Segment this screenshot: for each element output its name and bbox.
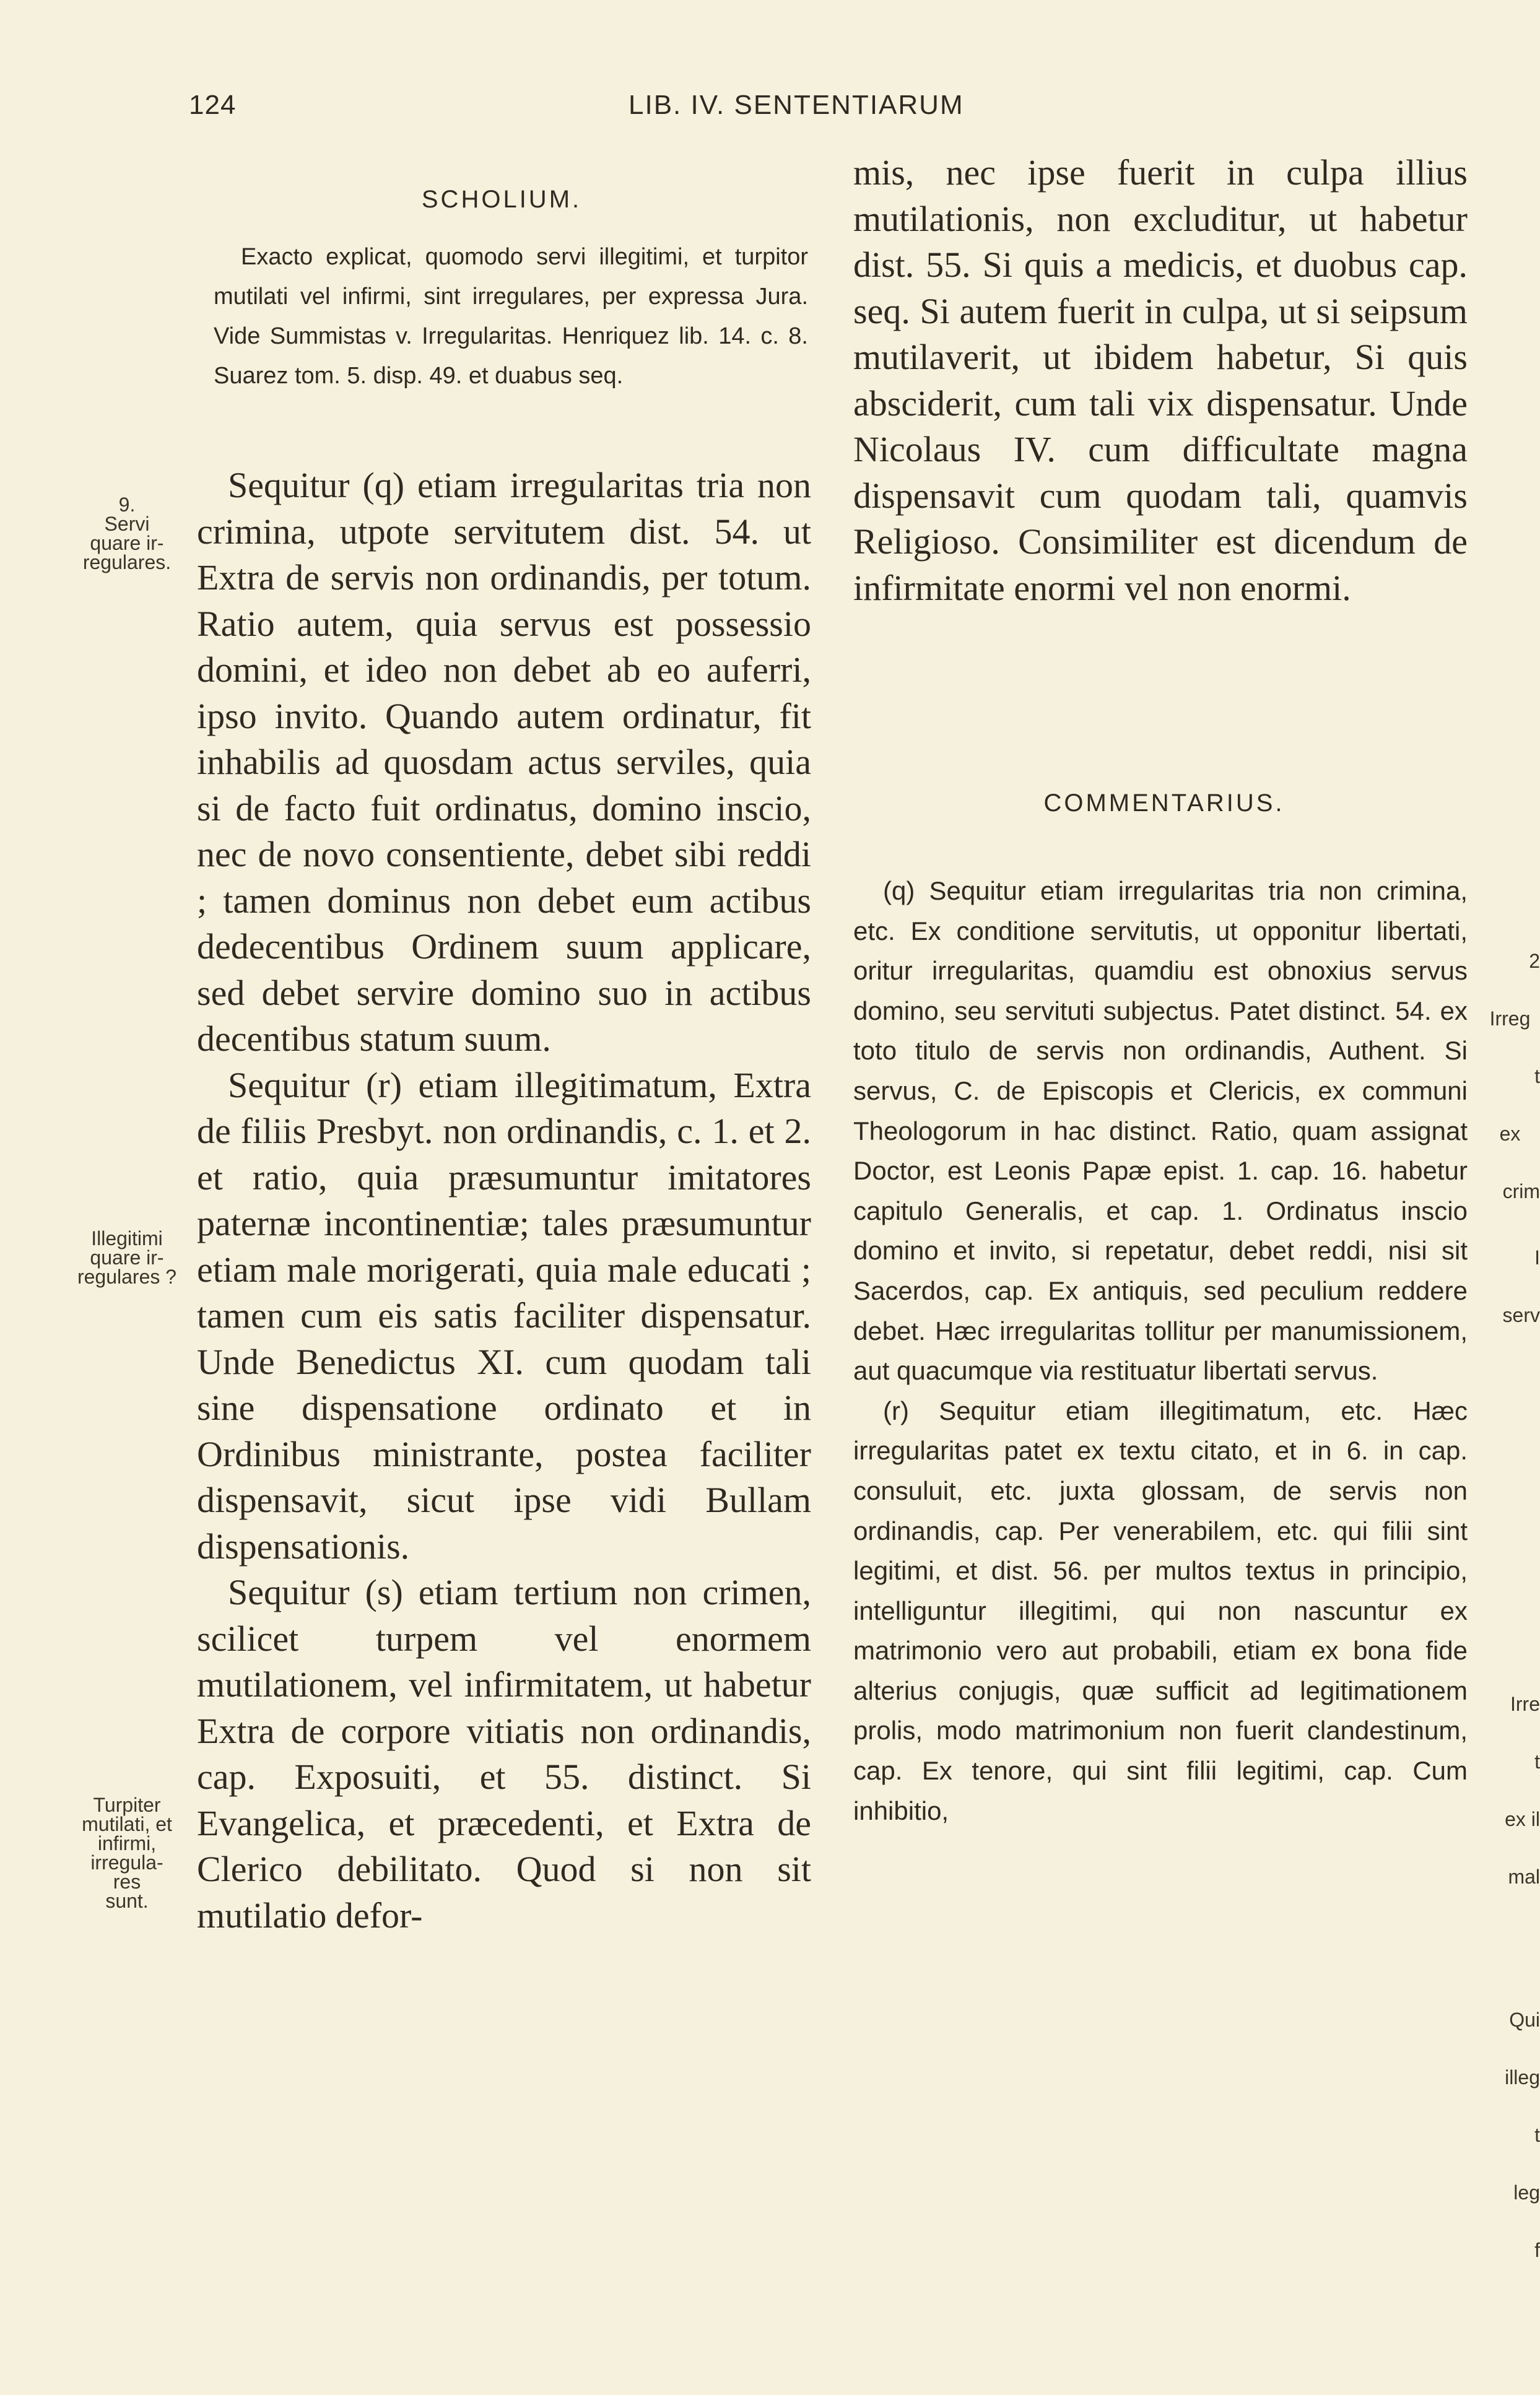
paragraph-q: Sequitur (q) etiam irregularitas tria non crimina, utpote servitutem dist. 54. ut Extra de servis non ordinandis, per totum. Ratio autem, quia servus est possessio domini, et ideo non debet ab eo auferri, ipso invito. Quando autem ordinatur, fit inhabilis ad quosdam actus serviles, quia si de facto fuit ordinatus, domino inscio, nec de novo consentiente, debet sibi reddi ; tamen dominus non debet eum actibus dedecentibus Ordinem suum applicare, sed debet servire domino suo in actibus decentibus statum suum. bbox=[197, 465, 811, 1059]
scholium-heading: SCHOLIUM. bbox=[421, 186, 582, 213]
running-title: LIB. IV. SENTENTIARUM bbox=[629, 90, 964, 120]
margin-note-servi: 9. Servi quare ir- regulares. bbox=[82, 493, 172, 573]
commentarius-block bbox=[853, 871, 1468, 1831]
paragraph-r: Sequitur (r) etiam illegitimatum, Extra de filiis Presbyt. non ordinandis, c. 1. et 2. et ratio, quia præsumuntur imitatores paternæ incontinentiæ; tales præsumuntur etiam male morigerati, quia male educati ; tamen cum eis satis faciliter dispensatur. Unde Benedictus XI. cum quodam tali sine dispensatione ordinato et in Ordinibus ministrante, postea faciliter dispensavit, sicut ipse vidi Bullam dispensationis. bbox=[197, 1064, 811, 1567]
main-text-left bbox=[197, 463, 811, 1939]
scholium-block bbox=[214, 237, 808, 396]
main-text-right bbox=[853, 150, 1468, 611]
continuation-right: mis, nec ipse fuerit in culpa illius mutilationis, non excluditur, ut habetur dist. 55. Si quis a medicis, et duobus cap. seq. Si autem fuerit in culpa, ut si seipsum mutilaverit, ut ibidem habetur, Si quis absciderit, cum tali vix dispensatur. Unde Nicolaus IV. cum difficultate magna dispensavit cum quodam tali, quamvis Religioso. Consimiliter est dicendum de infirmitate enormi vel non enormi. bbox=[853, 152, 1468, 608]
margin-note-right-qui: Qui illeg t leg f bbox=[1505, 2009, 1540, 2261]
commentarius-q: (q) Sequitur etiam irregularitas tria non crimina, etc. Ex conditione servitutis, ut opponitur libertati, oritur irregularitas, quamdiu est obnoxius servus domino, seu servituti subjectus. Patet distinct. 54. ex toto titulo de servis non ordinandis, Authent. Si servus, C. de Episcopis et Clericis, ex communi Theologorum in hac distinct. Ratio, quam assignat Doctor, est Leonis Papæ epist. 1. cap. 16. habetur capitulo Generalis, et cap. 1. Ordinatus inscio domino et invito, si repetatur, debet reddi, nisi sit Sacerdos, cap. Ex antiquis, sed peculium reddere debet. Hæc irregularitas tollitur per manumissionem, aut quacumque via restituatur libertati servus. bbox=[853, 876, 1468, 1386]
page-number: 124 bbox=[189, 90, 237, 120]
commentarius-r: (r) Sequitur etiam illegitimatum, etc. Hæc irregularitas patet ex textu citato, et in 6. in cap. consuluit, etc. juxta glossam, de servis non ordinandis, cap. Per venerabilem, etc. qui filii sint legitimi, et dist. 56. per multos textus in principio, intelliguntur illegitimi, qui non nascuntur ex matrimonio vero aut probabili, etiam ex bona fide alterius conjugis, quæ sufficit ad legitimationem prolis, modo matrimonium non fuerit clandestinum, cap. Ex tenore, qui sint filii legitimi, cap. Cum inhibitio, bbox=[853, 1396, 1468, 1825]
margin-note-illegitimi: Illegitimi quare ir- regulares ? bbox=[77, 1227, 177, 1288]
margin-note-turpiter: Turpiter mutilati, et infirmi, irregula- res sunt. bbox=[82, 1794, 172, 1912]
margin-note-right-illegitimi: Irre t ex il mal bbox=[1505, 1693, 1540, 1888]
commentarius-heading: COMMENTARIUS. bbox=[1043, 789, 1285, 817]
margin-note-right-servitus: 2 Irreg t ex crim I serv bbox=[1489, 950, 1540, 1326]
paragraph-s: Sequitur (s) etiam tertium non crimen, scilicet turpem vel enormem mutilationem, vel infirmitatem, ut habetur Extra de corpore vitiatis non ordinandis, cap. Exposuiti, et 55. distinct. Si Evangelica, et præcedenti, et Extra de Clerico debilitato. Quod si non sit mutilatio defor- bbox=[197, 1572, 811, 1936]
scholium-text: Exacto explicat, quomodo servi illegitimi, et turpitor mutilati vel infirmi, sint irregulares, per expressa Jura. Vide Summistas v. Irregularitas. Henriquez lib. 14. c. 8. Suarez tom. 5. disp. 49. et duabus seq. bbox=[214, 244, 808, 389]
